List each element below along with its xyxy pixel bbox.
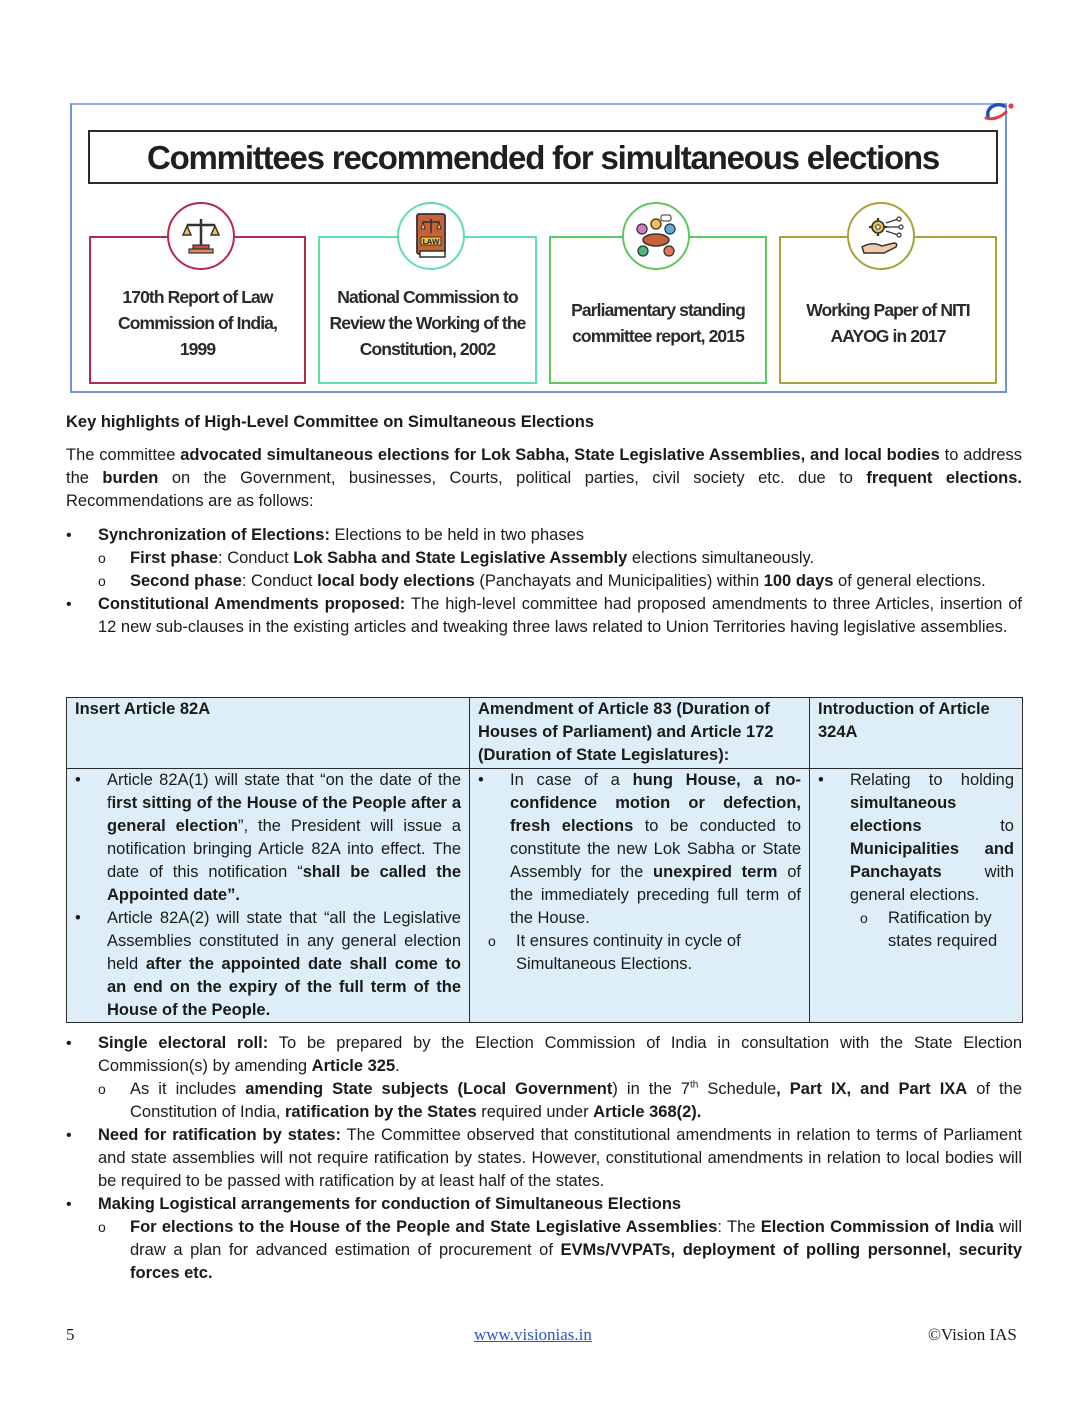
text-run: ”, the President will issue a notification bringing Article 82A into effect. The date of this notification “ [107,817,461,881]
section-heading: Key highlights of High-Level Committee on Simultaneous Elections [66,413,595,431]
text-run: The committee [66,446,181,464]
text-run-bold: Municipalities and Panchayats [850,840,1014,881]
text-run: Schedule [698,1080,777,1098]
gear-hand-icon [847,202,915,270]
page-number: 5 [66,1325,75,1344]
table-cell [67,769,470,1023]
text-run: The Committee observed that constitutional amendments in relation to terms of Parliament and state assemblies will not require ratification by states. However, constitutional amendments in relation to local bodies will be required to be passed with ratification by at least half of the states. [98,1126,1022,1190]
table-header-cell: Insert Article 82A [67,698,470,769]
text-run-bold: frequent elections. [866,469,1022,487]
text-run-bold: Election Commission of India [760,1218,994,1236]
vision-logo-icon [982,100,1018,122]
text-run: : Conduct [218,549,294,567]
text-run-bold: Article 368(2). [593,1103,702,1121]
item-label: Need for ratification by states: [98,1126,341,1144]
table-cell [470,769,810,1023]
svg-text:LAW: LAW [422,238,440,246]
text-run: to be conducted to constitute the new Lok Sabha or State Assembly for the [510,817,801,881]
sub-list [98,1078,1022,1124]
committee-card-label: 170th Report of Law Commission of India, 1999 [118,287,277,359]
sub-list [98,547,1022,593]
text-run: required under [476,1103,594,1121]
table-header-row [67,698,1023,769]
text-run-bold: First phase [130,549,219,567]
list-item [66,593,1022,639]
text-run: : Conduct [241,572,318,590]
item-label: Making Logistical arrangements for conduction of Simultaneous Elections [98,1195,682,1213]
text-run-bold: Article 325 [311,1057,396,1075]
text-run: ) in the 7 [612,1080,690,1098]
text-run: Recommendations are as follows: [66,492,314,510]
text-run-bold: unexpired term [653,863,778,881]
text-run: : The [717,1218,761,1236]
text-run-bold: after the appointed date shall come to an end on the expiry of the full term of the House of the People. [107,955,461,1019]
sub-list [478,930,801,976]
list-item [75,907,461,1022]
sub-list-item: o It ensures continuity in cycle of Simultaneous Elections. [478,930,801,976]
superscript: th [689,1079,699,1091]
text-run-bold: shall be called the Appointed date”. [107,863,461,904]
text-run: of general elections. [833,572,986,590]
table-header-cell: Amendment of Article 83 (Duration of Houses of Parliament) and Article 172 (Duration of State Legislatures): [470,698,810,769]
text-run-bold: simultaneous elections [850,794,957,835]
committee-card-label: National Commission to Review the Working of the Constitution, 2002 [329,287,526,359]
infographic-title: Committees recommended for simultaneous elections [88,130,998,184]
website-link[interactable]: www.visionias.in [474,1325,592,1344]
list-item [66,1032,1022,1124]
copyright-text: ©Vision IAS [928,1325,1017,1344]
text-run-bold: EVMs/VVPATs, deployment of polling personnel, security forces etc. [130,1241,1022,1282]
law-book-icon [397,202,465,270]
text-run: with general elections. [850,863,1014,904]
text-run-bold: local body elections [317,572,475,590]
meeting-group-icon [622,202,690,270]
text-run: to address the [66,446,1022,487]
text-run: To be prepared by the Election Commission of India in consultation with the State Election Commission(s) by amending [98,1034,1022,1075]
text-run: to [921,817,1014,835]
table-row [67,769,1023,1023]
text-run: . [395,1057,400,1075]
list-item [75,769,461,907]
text-run: will draw a plan for advanced estimation of procurement of [130,1218,1023,1259]
text-run-bold: ratification by the States [285,1103,477,1121]
text-run: of the immediately preceding full term of the House. [510,863,801,927]
list-item [66,1193,1022,1285]
text-run-bold: hung House, a no-confidence motion or defection, fresh elections [510,771,801,835]
cell-list [478,769,801,976]
text-run: In case of a [510,771,633,789]
text-run: of the Constitution of India, [130,1080,1022,1121]
text-run-bold: Lok Sabha and State Legislative Assembly [293,549,628,567]
amendments-table [66,697,1023,1023]
text-run: on the Government, businesses, Courts, political parties, civil society etc. due to [158,469,867,487]
text-run: As it includes [130,1080,246,1098]
text-run: elections simultaneously. [627,549,815,567]
item-label: Constitutional Amendments proposed: [98,595,406,613]
text-run: The high-level committee had proposed amendments to three Articles, insertion of 12 new sub-clauses in the existing articles and tweaking three laws related to Union Territories having legislative assemblies. [98,595,1022,636]
recommendations-list-continued [66,1032,1022,1285]
text-run-bold: advocated simultaneous elections for Lok Sabha, State Legislative Assemblies, and local bodies [180,446,940,464]
committee-card-label: Parliamentary standing committee report, 2015 [571,300,745,346]
sub-list [850,907,1014,953]
text-run: Article 82A(2) will state that “all the Legislative Assemblies constituted in any general election held [107,909,461,973]
text-run-bold: irst sitting of the House of the People after a general election [107,794,461,835]
text-run-bold: For elections to the House of the People and State Legislative Assemblies [130,1218,718,1236]
item-label: Single electoral roll: [98,1034,269,1052]
text-run-bold: 100 days [763,572,834,590]
recommendations-list [66,524,1022,639]
committee-card-label: Working Paper of NITI AAYOG in 2017 [806,300,970,346]
cell-list [75,769,461,1022]
cell-list [818,769,1014,953]
text-run-bold: , Part IX, and Part IXA [776,1080,968,1098]
text-run-bold: burden [102,469,159,487]
table-cell [810,769,1023,1023]
intro-paragraph [66,444,1022,513]
text-run: Elections to be held in two phases [329,526,585,544]
scales-gavel-icon [167,202,235,270]
sub-list-item [98,1078,1022,1124]
text-run: Relating to holding [850,771,1014,789]
text-run-bold: Second phase [130,572,242,590]
item-label: Synchronization of Elections: [98,526,330,544]
sub-list-item: o Ratification by states required [850,907,1014,953]
sub-list-item [98,570,1022,593]
list-item [66,1124,1022,1193]
list-item [66,524,1022,593]
list-item [818,769,1014,953]
text-run: (Panchayats and Municipalities) within [474,572,764,590]
sub-list-item [98,1216,1022,1285]
sub-list [98,1216,1022,1285]
table-header-cell: Introduction of Article 324A [810,698,1023,769]
sub-list-item [98,547,1022,570]
text-run: Article 82A(1) will state that “on the date of the f [107,771,461,812]
text-run-bold: amending State subjects (Local Government [245,1080,613,1098]
list-item [478,769,801,976]
